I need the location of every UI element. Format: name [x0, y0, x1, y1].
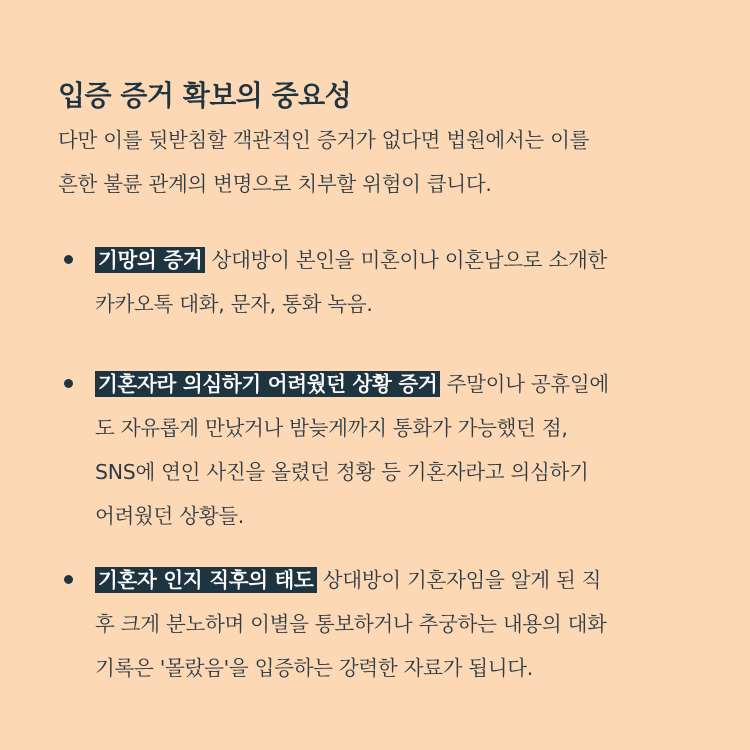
bullet-line	[95, 362, 708, 406]
bullet-dot-icon	[64, 575, 73, 584]
bullet-item	[58, 238, 708, 326]
bullet-line	[95, 238, 708, 282]
intro-line: 다만 이를 뒷받침할 객관적인 증거가 없다면 법원에서는 이를	[58, 128, 590, 152]
bullet-item	[58, 558, 708, 690]
bullet-dot-icon	[64, 255, 73, 264]
bullet-line-text: 상대방이 기혼자임을 알게 된 직	[316, 568, 602, 592]
bullet-item	[58, 362, 708, 538]
intro-paragraph	[58, 118, 698, 206]
bullet-line-text: 주말이나 공휴일에	[440, 372, 609, 396]
bullet-highlight-label: 기혼자 인지 직후의 태도	[95, 567, 317, 593]
bullet-line-text: 상대방이 본인을 미혼이나 이혼남으로 소개한	[205, 248, 607, 272]
bullet-line: 어려웠던 상황들.	[95, 504, 244, 528]
bullet-text	[95, 362, 708, 538]
bullet-line: 카카오톡 대화, 문자, 통화 녹음.	[95, 292, 373, 316]
bullet-line	[95, 558, 708, 602]
bullet-text	[95, 238, 708, 326]
bullet-line: 후 크게 분노하며 이별을 통보하거나 추궁하는 내용의 대화	[95, 612, 607, 636]
bullet-line: SNS에 연인 사진을 올렸던 정황 등 기혼자라고 의심하기	[95, 460, 589, 484]
bullet-highlight-label: 기망의 증거	[95, 247, 205, 273]
bullet-dot-icon	[64, 379, 73, 388]
bullet-text	[95, 558, 708, 690]
bullet-highlight-label: 기혼자라 의심하기 어려웠던 상황 증거	[95, 371, 440, 397]
intro-line: 흔한 불륜 관계의 변명으로 치부할 위험이 큽니다.	[58, 172, 492, 196]
bullet-line: 기록은 '몰랐음'을 입증하는 강력한 자료가 됩니다.	[95, 656, 534, 680]
bullet-line: 도 자유롭게 만났거나 밤늦게까지 통화가 가능했던 점,	[95, 416, 568, 440]
page-heading: 입증 증거 확보의 중요성	[58, 79, 352, 112]
